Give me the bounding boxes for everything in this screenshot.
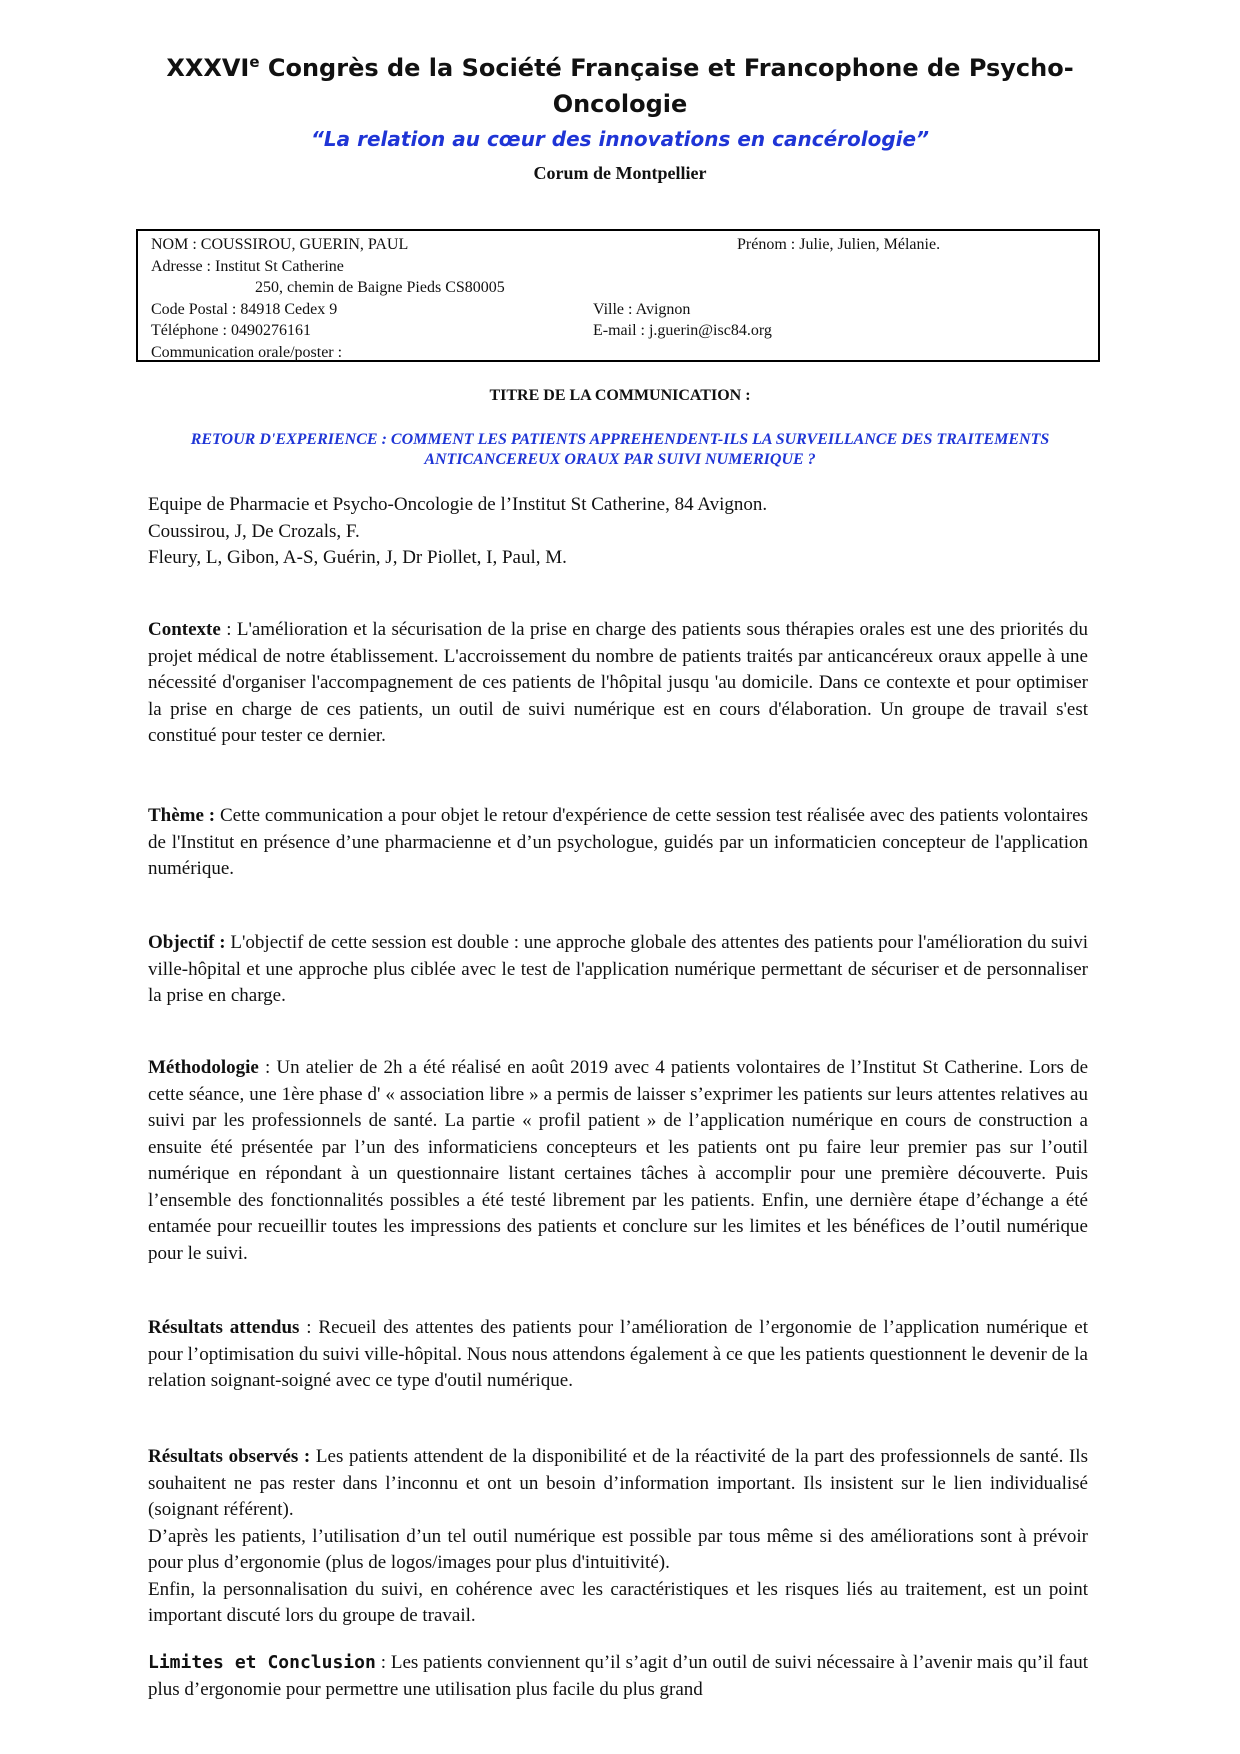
authors-block	[148, 492, 1088, 572]
section-text: : Les patients conviennent qu’il s’agit d’un outil de suivi nécessaire à l’avenir mais qu’il faut plus d’ergonomie pour permettre une utilisation plus facile du plus grand	[148, 1652, 1088, 1700]
section-resultats-observes	[148, 1444, 1088, 1630]
section-label: Contexte	[148, 619, 221, 640]
authors-line: Coussirou, J, De Crozals, F.	[148, 520, 360, 542]
info-prenom: Prénom : Julie, Julien, Mélanie.	[737, 236, 941, 253]
title-prefix: XXXVI	[166, 54, 250, 82]
section-label: Thème :	[148, 805, 216, 826]
info-nom: NOM : COUSSIROU, GUERIN, PAUL	[151, 236, 409, 253]
section-text: : Recueil des attentes des patients pour l’amélioration de l’ergonomie de l’application numérique et pour l’optimisation du suivi ville-hôpital. Nous nous attendons également à ce que les patients questionnent le devenir de la relation soignant-soigné avec ce type d'outil numérique.	[148, 1317, 1089, 1391]
paragraph: D’après les patients, l’utilisation d’un tel outil numérique est possible par tous même si des améliorations sont à prévoir pour plus d’ergonomie (plus de logos/images pour plus d'intuitivité).	[148, 1525, 1088, 1573]
section-text: : L'amélioration et la sécurisation de la prise en charge des patients sous thérapies orales est une des priorités du projet médical de notre établissement. L'accroissement du nombre de patients traités par anticancéreux oraux appelle à une nécessité d'organiser l'accompagnement de ces patients de l'hôpital jusqu 'au domicile. Dans ce contexte et pour optimiser la prise en charge de ces patients, un outil de suivi numérique est en cours d'élaboration. Un groupe de travail s'est constitué pour tester ce dernier.	[148, 619, 1088, 746]
conference-venue: Corum de Montpellier	[533, 163, 707, 183]
title-rest: Congrès de la Société Française et Francophone de Psycho-Oncologie	[259, 54, 1074, 118]
authors-team: Equipe de Pharmacie et Psycho-Oncologie de l’Institut St Catherine, 84 Avignon.	[148, 494, 768, 515]
info-ville: Ville : Avignon	[593, 300, 691, 318]
info-adresse-line-2: 250, chemin de Baigne Pieds CS80005	[255, 279, 505, 296]
paragraph: Enfin, la personnalisation du suivi, en cohérence avec les caractéristiques et les risques liés au traitement, est un point important discuté lors du groupe de travail.	[148, 1578, 1088, 1626]
section-label: Résultats attendus	[148, 1317, 300, 1338]
section-text: : Un atelier de 2h a été réalisé en août 2019 avec 4 patients volontaires de l’Institut St Catherine. Lors de cette séance, une 1ère phase d' « association libre » a permis de laisser s’exprimer les patients sur leurs attentes relatives au suivi par les professionnels de santé. La partie « profil patient » de l’application numérique en cours de construction a ensuite été présentée par l’un des informaticiens concepteurs et les patients ont pu faire leur premier pas sur l’outil numérique en répondant à un questionnaire listant certaines tâches à accomplir pour une première découverte. Puis l’ensemble des fonctionnalités possibles a été testé librement par les patients. Enfin, une dernière étape d’échange a été entamée pour recueillir toutes les impressions des patients et conclure sur les limites et les bénéfices de l’outil numérique pour le suivi.	[148, 1057, 1088, 1264]
author-info-box	[136, 229, 1100, 362]
section-text: L'objectif de cette session est double : une approche globale des attentes des patients pour l'amélioration du suivi ville-hôpital et une approche plus ciblée avec le test de l'application numérique permettant de sécuriser et de personnaliser la prise en charge.	[148, 932, 1088, 1006]
paragraph	[148, 1444, 1088, 1524]
info-communication-type: Communication orale/poster :	[151, 343, 343, 361]
section-theme	[148, 803, 1088, 883]
communication-title: RETOUR D'EXPERIENCE : COMMENT LES PATIENTS APPREHENDENT-ILS LA SURVEILLANCE DES TRAITEMENTS ANTICANCEREUX ORAUX PAR SUIVI NUMERIQUE ?	[190, 431, 1050, 468]
section-label: Objectif :	[148, 932, 226, 953]
title-superscript: e	[249, 53, 260, 71]
info-telephone: Téléphone : 0490276161	[151, 322, 311, 339]
section-label: Limites et Conclusion	[148, 1652, 376, 1673]
section-resultats-attendus	[148, 1315, 1088, 1395]
section-label: Résultats observés :	[148, 1446, 311, 1467]
section-objectif	[148, 930, 1088, 1010]
conference-title	[120, 50, 1120, 122]
section-text: Les patients attendent de la disponibilité et de la réactivité de la part des professionnels de santé. Ils souhaitent ne pas rester dans l’inconnu et ont un besoin d’information important. Ils insistent sur le lien individualisé (soignant référent).	[148, 1446, 1088, 1520]
info-code-postal: Code Postal : 84918 Cedex 9	[151, 300, 338, 318]
info-adresse: Adresse : Institut St Catherine	[151, 257, 344, 275]
authors-line: Fleury, L, Gibon, A-S, Guérin, J, Dr Piollet, I, Paul, M.	[148, 547, 567, 568]
section-limites-conclusion	[148, 1650, 1088, 1703]
section-text: Cette communication a pour objet le retour d'expérience de cette session test réalisée avec des patients volontaires de l'Institut en présence d’une pharmacienne et d’un psychologue, guidés par un informaticien concepteur de l'application numérique.	[148, 805, 1088, 879]
section-methodologie	[148, 1055, 1088, 1267]
communication-heading: TITRE DE LA COMMUNICATION :	[489, 387, 751, 404]
section-label: Méthodologie	[148, 1057, 259, 1078]
info-email: E-mail : j.guerin@isc84.org	[593, 322, 772, 339]
conference-subtitle: “La relation au cœur des innovations en cancérologie”	[311, 127, 929, 151]
section-contexte	[148, 617, 1088, 750]
